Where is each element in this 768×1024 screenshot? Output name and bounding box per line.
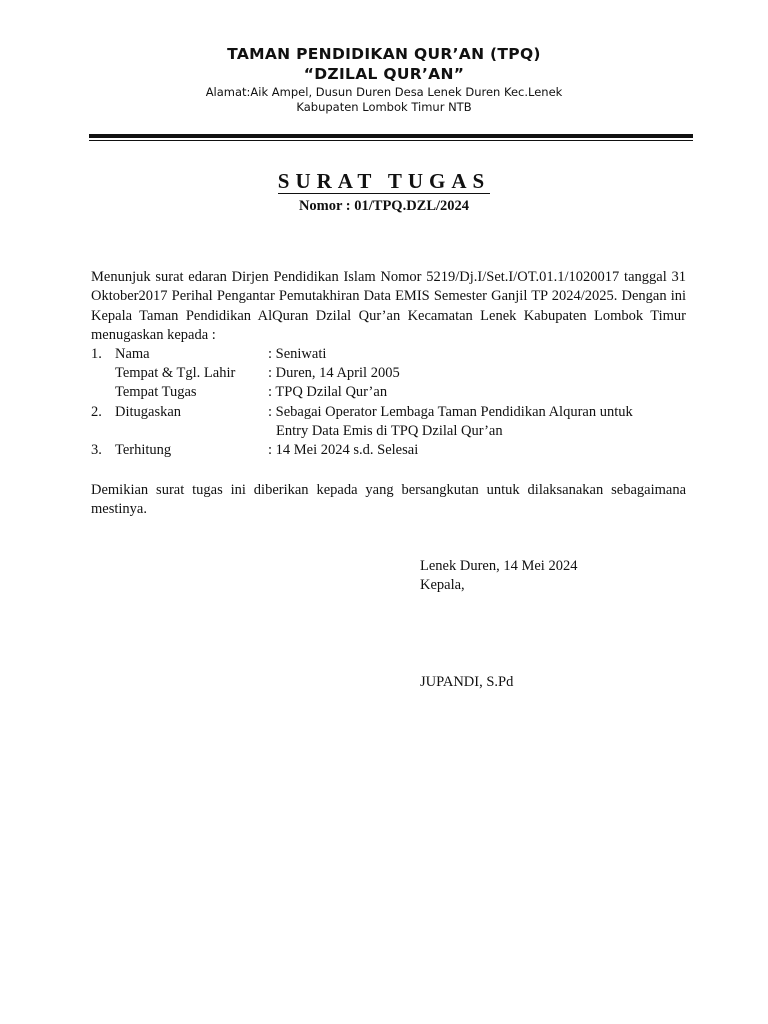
- letterhead-tpq-name: “DZILAL QUR’AN”: [303, 65, 465, 83]
- item-name-label: Nama: [115, 346, 150, 362]
- document-title: [0, 169, 768, 194]
- item-workplace-label: Tempat Tugas: [115, 384, 197, 400]
- document-title-text: SURAT TUGAS: [277, 169, 491, 193]
- letterhead-institution-name: TAMAN PENDIDIKAN QUR’AN (TPQ): [227, 45, 541, 63]
- item-assignment-value: : Sebagai Operator Lembaga Taman Pendidikan Alquran untuk: [268, 404, 633, 420]
- item-period-value: : 14 Mei 2024 s.d. Selesai: [268, 442, 419, 458]
- item-workplace-value: : TPQ Dzilal Qur’an: [268, 384, 388, 400]
- signature-position: Kepala,: [420, 577, 465, 593]
- item-name-value: : Seniwati: [268, 346, 327, 362]
- closing-paragraph: Demikian surat tugas ini diberikan kepada yang bersangkutan untuk dilaksanakan sebagaimana mestinya.: [91, 482, 686, 518]
- item-birth-label: Tempat & Tgl. Lahir: [115, 365, 236, 381]
- letterhead-address-line2: Kabupaten Lombok Timur NTB: [296, 100, 472, 114]
- letterhead-divider-thin: [89, 140, 693, 141]
- signature-name: JUPANDI, S.Pd: [420, 674, 514, 690]
- item-3-number: 3.: [91, 442, 102, 458]
- intro-paragraph: Menunjuk surat edaran Dirjen Pendidikan Islam Nomor 5219/Dj.I/Set.I/OT.01.1/1020017 tanggal 31 Oktober2017 Perihal Pengantar Pemutakhiran Data EMIS Semester Ganjil TP 2024/2025. Dengan ini Kepala Taman Pendidikan AlQuran Dzilal Qur’an Kecamatan Lenek Kabupaten Lombok Timur menugaskan kepada :: [91, 269, 686, 344]
- letterhead-divider-thick: [89, 134, 693, 138]
- document-number: Nomor : 01/TPQ.DZL/2024: [298, 198, 470, 214]
- item-2-number: 2.: [91, 404, 102, 420]
- item-assignment-value-continued: Entry Data Emis di TPQ Dzilal Qur’an: [276, 423, 503, 439]
- item-assignment-label: Ditugaskan: [115, 404, 182, 420]
- item-1-number: 1.: [91, 346, 102, 362]
- letterhead-address-line1: Alamat:Aik Ampel, Dusun Duren Desa Lenek Duren Kec.Lenek: [205, 85, 563, 99]
- item-period-label: Terhitung: [115, 442, 172, 458]
- item-birth-value: : Duren, 14 April 2005: [268, 365, 400, 381]
- signature-place-date: Lenek Duren, 14 Mei 2024: [420, 558, 578, 574]
